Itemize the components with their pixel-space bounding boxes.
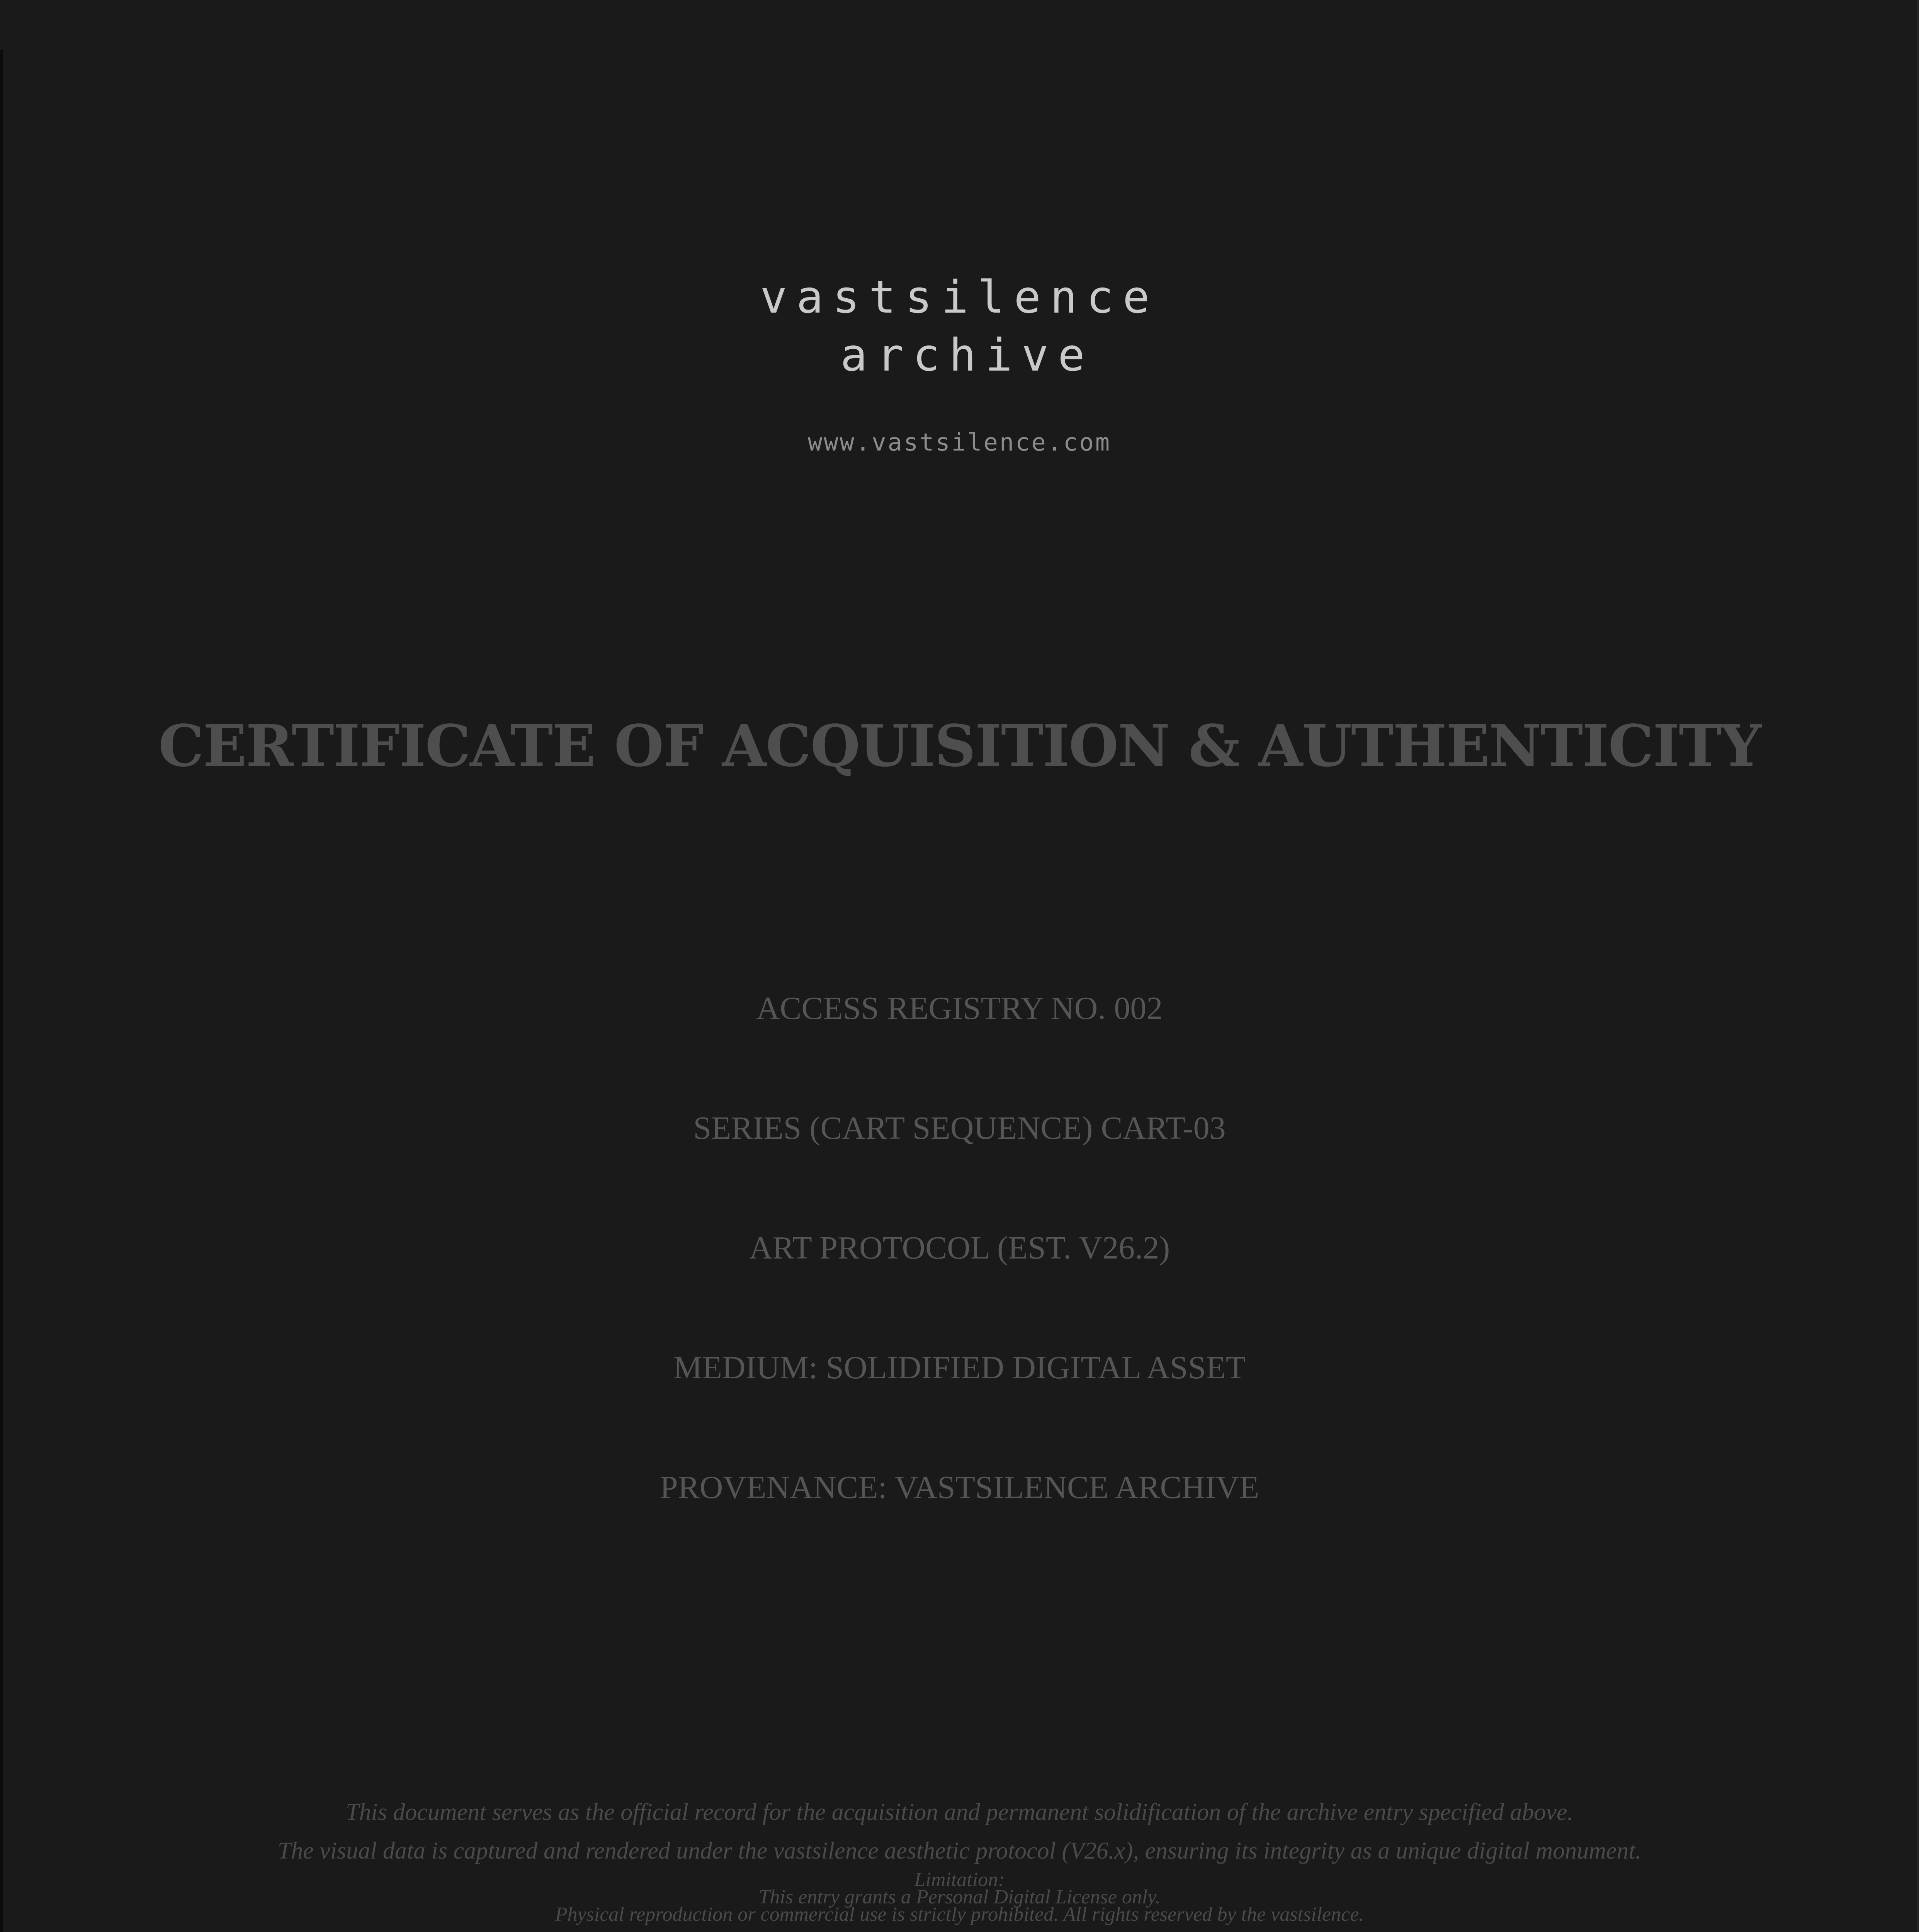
- limitation-line-2: Physical reproduction or commercial use is strictly prohibited. All rights reserved by the vastsilence.: [555, 1903, 1364, 1925]
- limitation-line-1: This entry grants a Personal Digital License only.: [758, 1886, 1161, 1908]
- brand-url: www.vastsilence.com: [807, 428, 1112, 456]
- limitation-label: Limitation:: [914, 1869, 1005, 1891]
- medium-field: MEDIUM: SOLIDIFIED DIGITAL ASSET: [673, 1350, 1246, 1386]
- registry-number: ACCESS REGISTRY NO. 002: [756, 990, 1163, 1026]
- brand-name: vastsilence: [760, 271, 1159, 323]
- provenance-field: PROVENANCE: VASTSILENCE ARCHIVE: [659, 1469, 1260, 1505]
- statement-line-2: The visual data is captured and rendered under the vastsilence aesthetic protocol (V26.x), ensuring its integrity as a unique digital monument.: [277, 1838, 1642, 1864]
- certificate-title: CERTIFICATE OF ACQUISITION & AUTHENTICITY: [158, 712, 1761, 779]
- brand-subtitle: archive: [840, 329, 1094, 381]
- series-field: SERIES (CART SEQUENCE) CART-03: [693, 1110, 1226, 1146]
- statement-line-1: This document serves as the official record for the acquisition and permanent solidification of the archive entry specified above.: [346, 1799, 1573, 1825]
- protocol-field: ART PROTOCOL (EST. V26.2): [749, 1230, 1170, 1266]
